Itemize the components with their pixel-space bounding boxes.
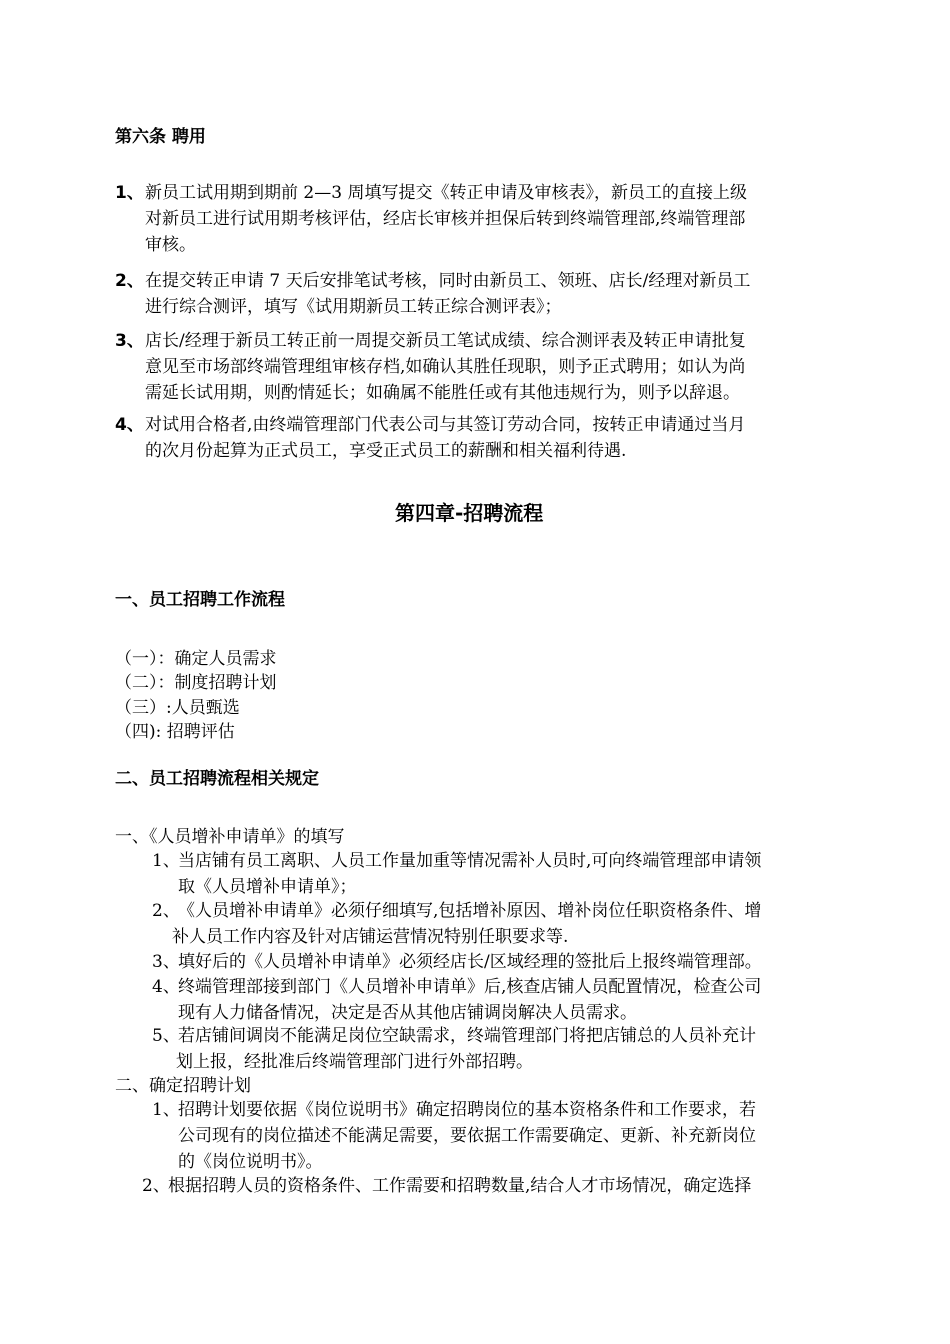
item-line: 意见至市场部终端管理组审核存档,如确认其胜任现职，则予正式聘用；如认为尚 [145,357,746,377]
item-number: 4、 [115,415,144,435]
list-item [115,268,835,322]
item-line: 若店铺间调岗不能满足岗位空缺需求，终端管理部门将把店铺总的人员补充计 [178,1026,756,1046]
section-title: 第六条 聘用 [115,127,206,147]
item-line: 店长/经理于新员工转正前一周提交新员工笔试成绩、综合测评表及转正申请批复 [145,331,746,351]
list-item [152,974,842,1026]
list-item [152,1097,842,1175]
step-item: （二）：制度招聘计划 [115,673,277,693]
item-line: 审核。 [145,235,196,255]
item-number: 3、 [115,331,144,351]
list-item [142,1173,842,1199]
item-line: 在提交转正申请 7 天后安排笔试考核，同时由新员工、领班、店长/经理对新员工 [145,271,751,291]
list-item [115,328,835,408]
item-line: 根据招聘人员的资格条件、工作需要和招聘数量,结合人才市场情况，确定选择 [168,1176,752,1196]
item-line: 划上报，经批准后终端管理部门进行外部招聘。 [176,1052,533,1072]
item-line: 当店铺有员工离职、人员工作量加重等情况需补人员时,可向终端管理部申请领 [178,851,762,871]
item-number: 3、 [152,952,180,972]
item-line: 《人员增补申请单》必须仔细填写,包括增补原因、增补岗位任职资格条件、增 [178,901,762,921]
section-heading: 二、员工招聘流程相关规定 [115,769,319,789]
item-line: 终端管理部接到部门《人员增补申请单》后,核查店铺人员配置情况，检查公司 [178,977,762,997]
list-item [152,848,842,900]
list-item [152,898,842,950]
section-heading: 一、员工招聘工作流程 [115,590,285,610]
item-line: 新员工试用期到期前 2—3 周填写提交《转正申请及审核表》，新员工的直接上级 [145,183,747,203]
subsection-heading: 一、《人员增补申请单》的填写 [115,827,345,847]
item-line: 公司现有的岗位描述不能满足需要，要依据工作需要确定、更新、补充新岗位 [178,1126,756,1146]
step-item: （三）:人员甄选 [115,698,240,718]
item-line: 需延长试用期，则酌情延长；如确属不能胜任或有其他违规行为，则予以辞退。 [145,383,740,403]
list-item [152,949,842,975]
item-number: 1、 [152,851,180,871]
item-line: 取《人员增补申请单》； [178,877,357,897]
item-line: 现有人力储备情况，决定是否从其他店铺调岗解决人员需求。 [178,1003,637,1023]
item-line: 对试用合格者,由终端管理部门代表公司与其签订劳动合同，按转正申请通过当月 [145,415,746,435]
list-item [115,412,835,466]
item-line: 的次月份起算为正式员工，享受正式员工的薪酬和相关福利待遇. [145,441,627,461]
item-number: 4、 [152,977,180,997]
item-line: 进行综合测评，填写《试用期新员工转正综合测评表》； [145,297,562,317]
list-item [115,180,835,260]
item-number: 2、 [115,271,144,291]
step-item: （一）：确定人员需求 [115,649,277,669]
item-number: 2、 [152,901,180,921]
item-line: 填好后的《人员增补申请单》必须经店长/区域经理的签批后上报终端管理部。 [178,952,762,972]
step-item: （四): 招聘评估 [115,722,235,742]
item-number: 1、 [115,183,144,203]
item-number: 1、 [152,1100,180,1120]
subsection-heading: 二、确定招聘计划 [115,1076,251,1096]
item-line: 招聘计划要依据《岗位说明书》确定招聘岗位的基本资格条件和工作要求，若 [178,1100,756,1120]
list-item [152,1023,842,1075]
item-line: 补人员工作内容及针对店铺运营情况特别任职要求等. [172,927,569,947]
chapter-title: 第四章-招聘流程 [395,501,544,525]
item-number: 5、 [152,1026,180,1046]
item-line: 的《岗位说明书》。 [178,1152,323,1172]
item-line: 对新员工进行试用期考核评估，经店长审核并担保后转到终端管理部,终端管理部 [145,209,746,229]
item-number: 2、 [142,1176,170,1196]
